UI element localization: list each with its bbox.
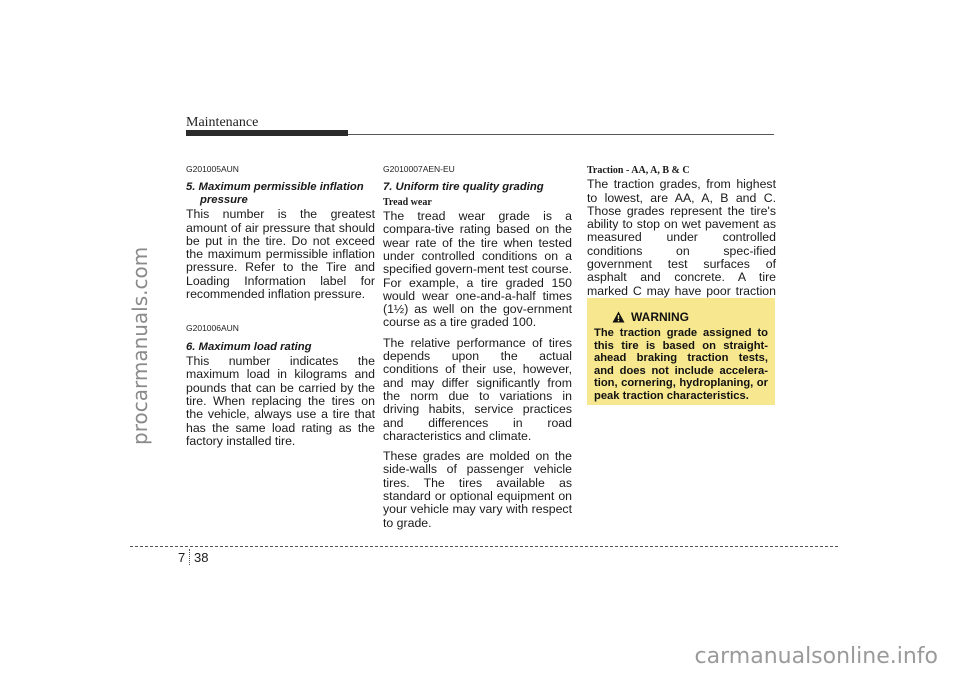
watermark-carmanualsonline: carmanualsonline.info <box>694 644 938 669</box>
paragraph-grades-molded: These grades are molded on the side-walls of passenger vehicle tires. The tires available as standard or optional equipment on your vehicle may vary with respect to grade. <box>383 449 572 530</box>
heading-line-1: 5. Maximum permissible inflation <box>186 181 364 194</box>
section-code: G201005AUN <box>186 164 239 174</box>
subheading-traction: Traction - AA, A, B & C <box>587 165 690 176</box>
warning-text: The traction grade assigned to this tire is based on straight-ahead braking traction tests, and does not include accelera-tion, cornering, hydroplaning, or peak traction characteristics. <box>594 327 768 402</box>
header-rule-thin <box>348 134 774 135</box>
section-heading <box>186 181 375 206</box>
warning-header <box>594 310 768 324</box>
section-title: Maintenance <box>186 115 259 130</box>
paragraph-tread-wear: The tread wear grade is a compara-tive rating based on the wear rate of the tire when tested under controlled conditions on a specified govern-ment test course. For example, a tire graded 150 would wear one-and-a-half times (1½) as well on the gov-ernment course as a tire graded 100. <box>383 209 572 330</box>
page-number-separator <box>189 549 190 565</box>
chapter-number: 7 <box>178 550 186 565</box>
column-1 <box>186 163 375 448</box>
warning-box <box>587 298 775 405</box>
paragraph-max-load: This number indicates the maximum load in kilograms and pounds that can be carried by the tire. When replacing the tires on the vehicle, always use a tire that has the same load rating as the factory installed tire. <box>186 354 375 448</box>
watermark-procarmanuals: procarmanuals.com <box>128 246 152 445</box>
page-number: 38 <box>194 550 209 565</box>
heading-line-2: pressure <box>200 193 248 206</box>
section-code: G201006AUN <box>186 323 239 334</box>
warning-triangle-icon <box>612 311 625 323</box>
section-heading: 7. Uniform tire quality grading <box>383 181 544 194</box>
section-code: G2010007AEN-EU <box>383 164 455 174</box>
paragraph-relative-performance: The relative performance of tires depends upon the actual conditions of their use, however, and may differ significantly from the norm due to variations in driving habits, service practices and differences in road characteristics and climate. <box>383 335 572 443</box>
paragraph-traction: The traction grades, from highest to lowest, are AA, A, B and C. Those grades represent the tire's ability to stop on wet pavement as measured under controlled conditions on spec-ified government test surfaces of asphalt and concrete. A tire marked C may have poor traction <box>587 177 776 298</box>
header-rule-thick <box>186 130 348 136</box>
section-heading: 6. Maximum load rating <box>186 340 312 353</box>
subheading-tread-wear: Tread wear <box>383 196 432 208</box>
column-3 <box>587 163 776 311</box>
footer-divider <box>130 546 838 547</box>
column-2 <box>383 163 572 530</box>
paragraph-max-inflation: This number is the greatest amount of air pressure that should be put in the tire. Do not exceed the maximum permissible inflation pressure. Refer to the Tire and Loading Information label for recommended inflation pressure. <box>186 207 375 302</box>
warning-title: WARNING <box>631 310 689 324</box>
